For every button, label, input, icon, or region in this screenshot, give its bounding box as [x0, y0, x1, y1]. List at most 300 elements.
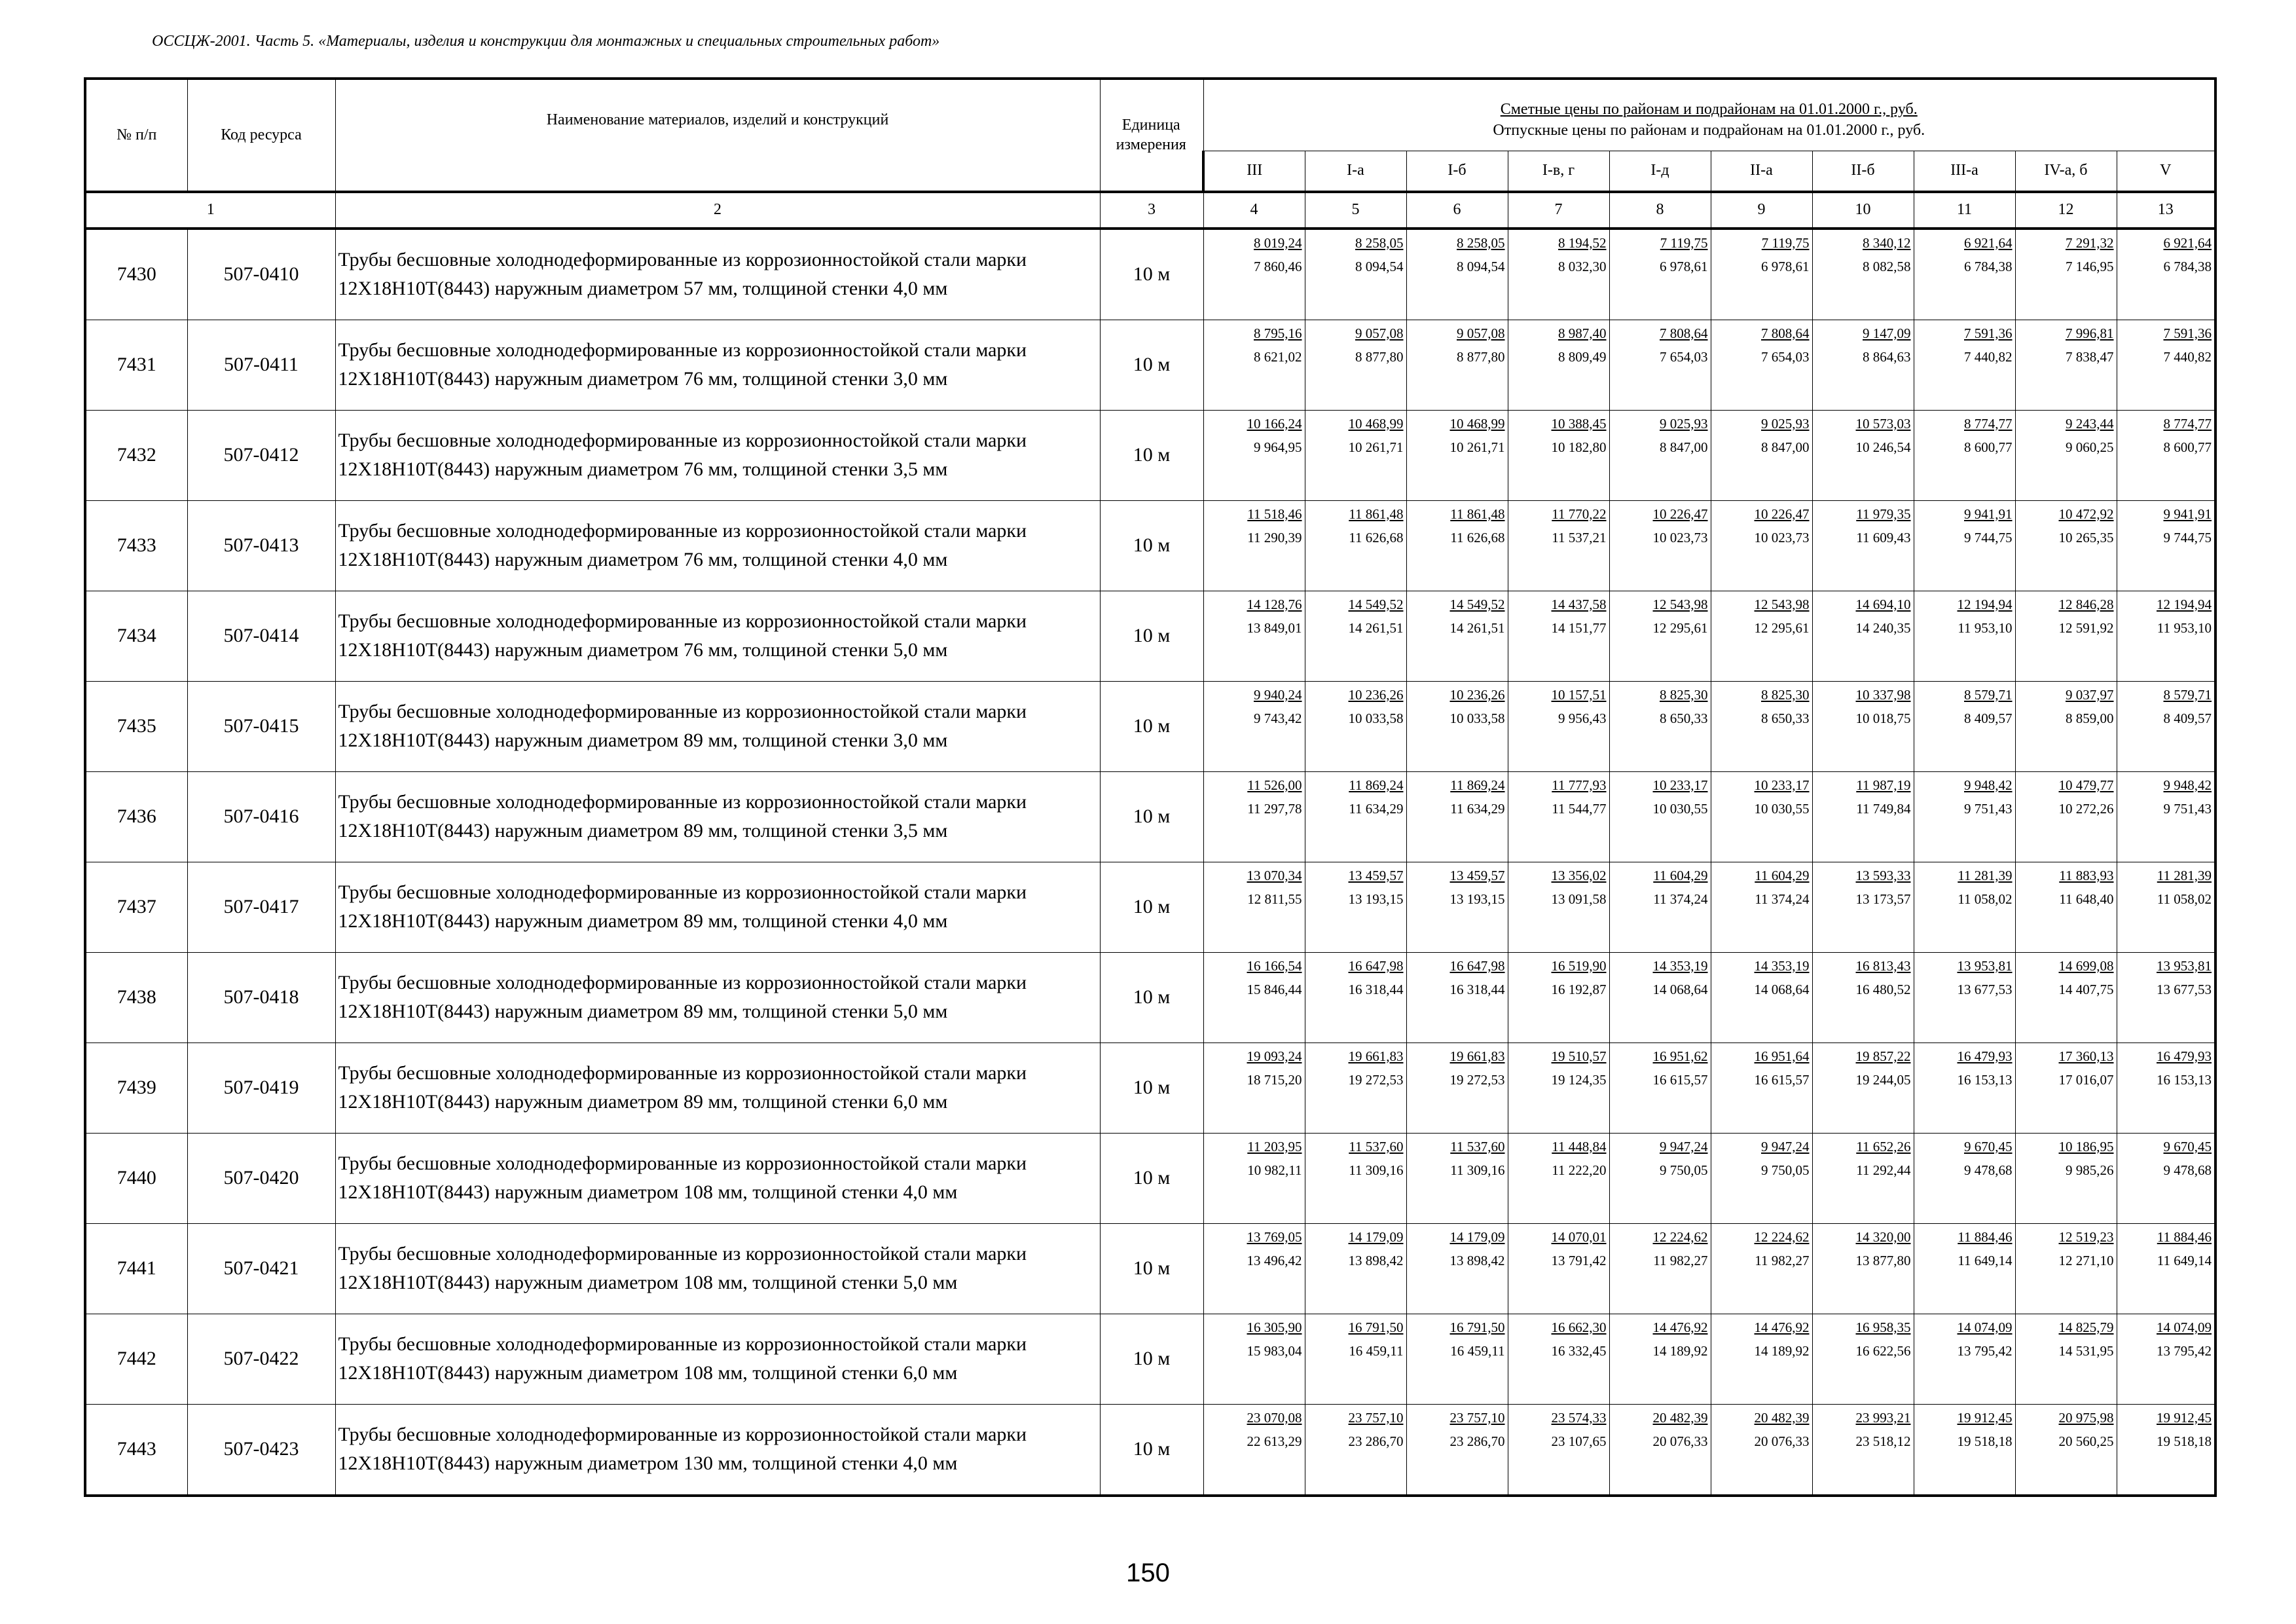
release-price: 8 809,49 [1558, 348, 1607, 365]
price-cell [1406, 320, 1508, 410]
release-price: 10 265,35 [2058, 529, 2114, 545]
region-header: III [1203, 151, 1305, 192]
price-cell [1609, 862, 1711, 952]
estimate-price: 10 573,03 [1855, 415, 1911, 432]
price-cell [1609, 1404, 1711, 1496]
release-price: 16 332,45 [1551, 1342, 1607, 1359]
price-cell [2015, 500, 2117, 591]
release-price: 23 518,12 [1855, 1433, 1911, 1449]
price-cell [1609, 410, 1711, 500]
region-header: IV-а, б [2015, 151, 2117, 192]
estimate-price: 12 224,62 [1652, 1228, 1708, 1245]
estimate-price: 13 593,33 [1855, 867, 1911, 883]
resource-code: 507-0415 [187, 681, 335, 771]
price-cell [1508, 320, 1609, 410]
price-cell [1406, 1314, 1508, 1404]
header-unit: Единица измерения [1100, 79, 1203, 192]
unit-of-measure: 10 м [1100, 229, 1203, 320]
column-number: 8 [1609, 192, 1711, 229]
price-cell [1914, 1314, 2015, 1404]
row-number: 7437 [85, 862, 187, 952]
estimate-price: 19 510,57 [1551, 1048, 1607, 1064]
release-price: 16 459,11 [1349, 1342, 1404, 1359]
price-cell [2015, 410, 2117, 500]
price-cell [1406, 862, 1508, 952]
estimate-price: 16 479,93 [2157, 1048, 2212, 1064]
row-number: 7442 [85, 1314, 187, 1404]
estimate-price: 7 996,81 [2066, 325, 2114, 341]
release-price: 13 677,53 [1957, 981, 2013, 997]
estimate-price: 10 468,99 [1348, 415, 1404, 432]
resource-code: 507-0412 [187, 410, 335, 500]
price-cell [1508, 591, 1609, 681]
release-price: 19 518,18 [1957, 1433, 2013, 1449]
estimate-price: 9 947,24 [1660, 1138, 1708, 1154]
estimate-price: 13 459,57 [1348, 867, 1404, 883]
table-row [85, 771, 2215, 862]
release-price: 7 440,82 [1964, 348, 2013, 365]
estimate-price: 9 037,97 [2066, 686, 2114, 703]
price-cell [1812, 771, 1914, 862]
price-cell [1406, 1133, 1508, 1223]
price-cell [1609, 1223, 1711, 1314]
release-price: 11 374,24 [1755, 891, 1810, 907]
release-price: 11 544,77 [1552, 800, 1607, 817]
release-price: 12 271,10 [2058, 1252, 2114, 1268]
price-cell [1305, 500, 1406, 591]
release-price: 11 222,20 [1552, 1162, 1607, 1178]
estimate-price: 11 526,00 [1247, 777, 1302, 793]
estimate-price: 13 459,57 [1449, 867, 1505, 883]
release-price: 13 677,53 [2157, 981, 2212, 997]
estimate-price: 8 258,05 [1457, 234, 1505, 251]
resource-code: 507-0420 [187, 1133, 335, 1223]
table-row [85, 229, 2215, 320]
price-cell [2117, 681, 2215, 771]
estimate-price: 7 808,64 [1761, 325, 1810, 341]
column-number: 5 [1305, 192, 1406, 229]
unit-of-measure: 10 м [1100, 1314, 1203, 1404]
release-price: 20 076,33 [1652, 1433, 1708, 1449]
release-price: 6 978,61 [1660, 258, 1708, 274]
material-name: Трубы бесшовные холоднодеформированные из коррозионностойкой стали марки 12Х18Н10Т(8443) наружным диаметром 89 мм, толщиной стенки 4,0 мм [335, 862, 1100, 952]
resource-code: 507-0414 [187, 591, 335, 681]
release-price: 20 560,25 [2058, 1433, 2114, 1449]
price-cell [1812, 1043, 1914, 1133]
release-price: 11 634,29 [1450, 800, 1505, 817]
release-price: 10 018,75 [1855, 710, 1911, 726]
price-table [84, 77, 2217, 1497]
release-price: 9 743,42 [1254, 710, 1302, 726]
release-price: 19 518,18 [2157, 1433, 2212, 1449]
release-price: 22 613,29 [1247, 1433, 1302, 1449]
release-price: 13 849,01 [1247, 619, 1302, 636]
release-price: 8 621,02 [1254, 348, 1302, 365]
price-cell [1203, 1223, 1305, 1314]
estimate-price: 16 951,62 [1652, 1048, 1708, 1064]
region-header: I-в, г [1508, 151, 1609, 192]
price-cell [1711, 591, 1812, 681]
estimate-price: 9 670,45 [1964, 1138, 2013, 1154]
release-price: 9 478,68 [2163, 1162, 2212, 1178]
estimate-price: 20 482,39 [1652, 1409, 1708, 1426]
estimate-price: 8 579,71 [1964, 686, 2013, 703]
release-price: 8 409,57 [1964, 710, 2013, 726]
estimate-price: 10 233,17 [1754, 777, 1810, 793]
unit-of-measure: 10 м [1100, 1223, 1203, 1314]
price-cell [1406, 1223, 1508, 1314]
release-price: 13 193,15 [1449, 891, 1505, 907]
table-row [85, 500, 2215, 591]
release-price: 14 261,51 [1449, 619, 1505, 636]
price-cell [1914, 229, 2015, 320]
price-cell [1609, 1043, 1711, 1133]
estimate-price: 9 025,93 [1761, 415, 1810, 432]
column-number: 7 [1508, 192, 1609, 229]
estimate-price: 12 543,98 [1652, 596, 1708, 612]
release-price: 11 626,68 [1349, 529, 1404, 545]
material-name: Трубы бесшовные холоднодеформированные из коррозионностойкой стали марки 12Х18Н10Т(8443) наружным диаметром 130 мм, толщиной стенки 4,0 мм [335, 1404, 1100, 1496]
price-cell [2117, 229, 2215, 320]
release-price: 12 295,61 [1754, 619, 1810, 636]
price-cell [1406, 591, 1508, 681]
release-price: 7 440,82 [2163, 348, 2212, 365]
release-price: 14 189,92 [1754, 1342, 1810, 1359]
table-row [85, 1133, 2215, 1223]
estimate-price: 23 574,33 [1551, 1409, 1607, 1426]
price-cell [1711, 1043, 1812, 1133]
estimate-price: 16 791,50 [1348, 1319, 1404, 1335]
release-price: 16 318,44 [1449, 981, 1505, 997]
estimate-price: 16 647,98 [1348, 957, 1404, 974]
price-cell [1406, 681, 1508, 771]
estimate-price: 11 987,19 [1856, 777, 1911, 793]
price-cell [1711, 410, 1812, 500]
release-price: 8 094,54 [1457, 258, 1505, 274]
release-price: 10 033,58 [1449, 710, 1505, 726]
header-name: Наименование материалов, изделий и конструкций [335, 79, 1100, 192]
release-price: 9 985,26 [2066, 1162, 2114, 1178]
row-number: 7432 [85, 410, 187, 500]
release-price: 13 173,57 [1855, 891, 1911, 907]
price-cell [1305, 681, 1406, 771]
estimate-price: 16 479,93 [1957, 1048, 2013, 1064]
estimate-price: 8 987,40 [1558, 325, 1607, 341]
header-release-prices: Отпускные цены по районам и подрайонам на 01.01.2000 г., руб. [1493, 121, 1925, 139]
estimate-price: 14 320,00 [1855, 1228, 1911, 1245]
resource-code: 507-0421 [187, 1223, 335, 1314]
release-price: 15 846,44 [1247, 981, 1302, 997]
price-cell [1203, 320, 1305, 410]
estimate-price: 9 057,08 [1355, 325, 1404, 341]
price-cell [1812, 862, 1914, 952]
page-number: 150 [1126, 1559, 1170, 1587]
price-cell [1914, 1133, 2015, 1223]
region-header: III-а [1914, 151, 2015, 192]
estimate-price: 20 975,98 [2058, 1409, 2114, 1426]
price-cell [1305, 410, 1406, 500]
price-cell [1914, 1043, 2015, 1133]
header-num: № п/п [85, 79, 187, 192]
table-row [85, 1314, 2215, 1404]
estimate-price: 20 482,39 [1754, 1409, 1810, 1426]
material-name: Трубы бесшовные холоднодеформированные из коррозионностойкой стали марки 12Х18Н10Т(8443) наружным диаметром 108 мм, толщиной стенки 4,0 мм [335, 1133, 1100, 1223]
column-number: 9 [1711, 192, 1812, 229]
price-cell [2117, 1133, 2215, 1223]
price-cell [1203, 681, 1305, 771]
estimate-price: 19 661,83 [1348, 1048, 1404, 1064]
price-cell [1711, 681, 1812, 771]
price-cell [1406, 952, 1508, 1043]
region-header: V [2117, 151, 2215, 192]
release-price: 23 286,70 [1348, 1433, 1404, 1449]
resource-code: 507-0411 [187, 320, 335, 410]
estimate-price: 23 757,10 [1449, 1409, 1505, 1426]
release-price: 16 615,57 [1652, 1071, 1708, 1088]
price-cell [1609, 229, 1711, 320]
resource-code: 507-0416 [187, 771, 335, 862]
release-price: 9 750,05 [1761, 1162, 1810, 1178]
estimate-price: 9 940,24 [1254, 686, 1302, 703]
price-cell [1203, 410, 1305, 500]
column-number: 13 [2117, 192, 2215, 229]
release-price: 7 860,46 [1254, 258, 1302, 274]
estimate-price: 11 604,29 [1653, 867, 1708, 883]
estimate-price: 16 662,30 [1551, 1319, 1607, 1335]
release-price: 16 615,57 [1754, 1071, 1810, 1088]
price-cell [1711, 952, 1812, 1043]
price-cell [1305, 1314, 1406, 1404]
price-cell [1812, 1314, 1914, 1404]
estimate-price: 8 579,71 [2163, 686, 2212, 703]
estimate-price: 14 549,52 [1348, 596, 1404, 612]
price-cell [1609, 1133, 1711, 1223]
release-price: 16 192,87 [1551, 981, 1607, 997]
row-number: 7434 [85, 591, 187, 681]
estimate-price: 14 476,92 [1652, 1319, 1708, 1335]
column-number: 12 [2015, 192, 2117, 229]
release-price: 9 060,25 [2066, 439, 2114, 455]
estimate-price: 7 591,36 [1964, 325, 2013, 341]
price-cell [1305, 1223, 1406, 1314]
price-cell [1914, 1404, 2015, 1496]
estimate-price: 13 070,34 [1247, 867, 1302, 883]
release-price: 13 898,42 [1348, 1252, 1404, 1268]
region-header: I-д [1609, 151, 1711, 192]
price-cell [1914, 952, 2015, 1043]
estimate-price: 14 353,19 [1652, 957, 1708, 974]
estimate-price: 11 537,60 [1450, 1138, 1505, 1154]
estimate-price: 8 258,05 [1355, 234, 1404, 251]
estimate-price: 23 993,21 [1855, 1409, 1911, 1426]
unit-of-measure: 10 м [1100, 681, 1203, 771]
column-number: 6 [1406, 192, 1508, 229]
release-price: 8 847,00 [1660, 439, 1708, 455]
release-price: 9 750,05 [1660, 1162, 1708, 1178]
release-price: 8 082,58 [1863, 258, 1911, 274]
estimate-price: 6 921,64 [1964, 234, 2013, 251]
estimate-price: 10 157,51 [1551, 686, 1607, 703]
estimate-price: 9 243,44 [2066, 415, 2114, 432]
price-cell [1609, 320, 1711, 410]
estimate-price: 8 825,30 [1761, 686, 1810, 703]
estimate-price: 8 825,30 [1660, 686, 1708, 703]
row-number: 7438 [85, 952, 187, 1043]
estimate-price: 11 537,60 [1349, 1138, 1404, 1154]
estimate-price: 8 019,24 [1254, 234, 1302, 251]
release-price: 19 244,05 [1855, 1071, 1911, 1088]
estimate-price: 12 543,98 [1754, 596, 1810, 612]
estimate-price: 10 186,95 [2058, 1138, 2114, 1154]
estimate-price: 11 203,95 [1247, 1138, 1302, 1154]
estimate-price: 11 652,26 [1856, 1138, 1911, 1154]
row-number: 7439 [85, 1043, 187, 1133]
estimate-price: 16 305,90 [1247, 1319, 1302, 1335]
release-price: 11 982,27 [1653, 1252, 1708, 1268]
release-price: 13 791,42 [1551, 1252, 1607, 1268]
estimate-price: 14 476,92 [1754, 1319, 1810, 1335]
estimate-price: 13 953,81 [2157, 957, 2212, 974]
price-cell [2015, 229, 2117, 320]
estimate-price: 14 825,79 [2058, 1319, 2114, 1335]
resource-code: 507-0417 [187, 862, 335, 952]
price-cell [1609, 681, 1711, 771]
price-cell [1812, 320, 1914, 410]
price-cell [1508, 952, 1609, 1043]
release-price: 11 609,43 [1856, 529, 1911, 545]
estimate-price: 10 337,98 [1855, 686, 1911, 703]
estimate-price: 11 861,48 [1450, 506, 1505, 522]
price-cell [2015, 681, 2117, 771]
price-cell [1406, 771, 1508, 862]
price-cell [1406, 1043, 1508, 1133]
estimate-price: 17 360,13 [2058, 1048, 2114, 1064]
estimate-price: 11 770,22 [1552, 506, 1607, 522]
price-cell [1914, 500, 2015, 591]
resource-code: 507-0413 [187, 500, 335, 591]
price-cell [1305, 771, 1406, 862]
estimate-price: 14 074,09 [2157, 1319, 2212, 1335]
release-price: 8 859,00 [2066, 710, 2114, 726]
estimate-price: 11 884,46 [2157, 1228, 2212, 1245]
release-price: 8 650,33 [1761, 710, 1810, 726]
release-price: 15 983,04 [1247, 1342, 1302, 1359]
price-cell [1305, 320, 1406, 410]
estimate-price: 7 291,32 [2066, 234, 2114, 251]
release-price: 8 877,80 [1457, 348, 1505, 365]
price-cell [1508, 1133, 1609, 1223]
region-header: II-б [1812, 151, 1914, 192]
estimate-price: 14 549,52 [1449, 596, 1505, 612]
material-name: Трубы бесшовные холоднодеформированные из коррозионностойкой стали марки 12Х18Н10Т(8443) наружным диаметром 89 мм, толщиной стенки 6,0 мм [335, 1043, 1100, 1133]
estimate-price: 12 224,62 [1754, 1228, 1810, 1245]
estimate-price: 13 769,05 [1247, 1228, 1302, 1245]
row-number: 7441 [85, 1223, 187, 1314]
release-price: 8 864,63 [1863, 348, 1911, 365]
release-price: 16 459,11 [1450, 1342, 1505, 1359]
estimate-price: 6 921,64 [2163, 234, 2212, 251]
table-row [85, 591, 2215, 681]
estimate-price: 7 119,75 [1660, 234, 1708, 251]
estimate-price: 19 857,22 [1855, 1048, 1911, 1064]
release-price: 11 290,39 [1247, 529, 1302, 545]
price-cell [1812, 1404, 1914, 1496]
price-cell [1609, 1314, 1711, 1404]
price-cell [1406, 410, 1508, 500]
price-cell [1812, 500, 1914, 591]
price-cell [2117, 500, 2215, 591]
release-price: 20 076,33 [1754, 1433, 1810, 1449]
release-price: 11 058,02 [2157, 891, 2212, 907]
material-name: Трубы бесшовные холоднодеформированные из коррозионностойкой стали марки 12Х18Н10Т(8443) наружным диаметром 108 мм, толщиной стенки 6,0 мм [335, 1314, 1100, 1404]
estimate-price: 16 791,50 [1449, 1319, 1505, 1335]
release-price: 9 956,43 [1558, 710, 1607, 726]
estimate-price: 11 869,24 [1450, 777, 1505, 793]
estimate-price: 8 194,52 [1558, 234, 1607, 251]
price-cell [1711, 320, 1812, 410]
unit-of-measure: 10 м [1100, 410, 1203, 500]
estimate-price: 11 777,93 [1552, 777, 1607, 793]
price-cell [1914, 591, 2015, 681]
price-cell [1711, 1133, 1812, 1223]
estimate-price: 13 356,02 [1551, 867, 1607, 883]
release-price: 10 246,54 [1855, 439, 1911, 455]
estimate-price: 14 179,09 [1449, 1228, 1505, 1245]
release-price: 8 409,57 [2163, 710, 2212, 726]
estimate-price: 10 226,47 [1652, 506, 1708, 522]
price-cell [1203, 500, 1305, 591]
price-cell [2015, 591, 2117, 681]
release-price: 10 033,58 [1348, 710, 1404, 726]
release-price: 11 309,16 [1450, 1162, 1505, 1178]
unit-of-measure: 10 м [1100, 952, 1203, 1043]
table-row [85, 1404, 2215, 1496]
material-name: Трубы бесшовные холоднодеформированные из коррозионностойкой стали марки 12Х18Н10Т(8443) наружным диаметром 76 мм, толщиной стенки 3,5 мм [335, 410, 1100, 500]
price-cell [1609, 500, 1711, 591]
price-cell [1305, 1043, 1406, 1133]
column-number-row [85, 192, 2215, 229]
price-cell [1914, 320, 2015, 410]
table-row [85, 1223, 2215, 1314]
column-number: 11 [1914, 192, 2015, 229]
header-estimate-prices: Сметные цены по районам и подрайонам на 01.01.2000 г., руб. [1500, 100, 1918, 118]
estimate-price: 19 912,45 [1957, 1409, 2013, 1426]
estimate-price: 8 795,16 [1254, 325, 1302, 341]
release-price: 6 978,61 [1761, 258, 1810, 274]
release-price: 11 297,78 [1247, 800, 1302, 817]
price-cell [1812, 1133, 1914, 1223]
table-row [85, 410, 2215, 500]
unit-of-measure: 10 м [1100, 1404, 1203, 1496]
column-number: 2 [335, 192, 1100, 229]
unit-of-measure: 10 м [1100, 862, 1203, 952]
release-price: 10 261,71 [1348, 439, 1404, 455]
release-price: 7 838,47 [2066, 348, 2114, 365]
price-cell [1914, 681, 2015, 771]
release-price: 13 795,42 [2157, 1342, 2212, 1359]
price-cell [1914, 771, 2015, 862]
price-cell [1203, 1314, 1305, 1404]
release-price: 9 744,75 [1964, 529, 2013, 545]
price-cell [1609, 591, 1711, 681]
row-number: 7436 [85, 771, 187, 862]
estimate-price: 9 057,08 [1457, 325, 1505, 341]
estimate-price: 23 757,10 [1348, 1409, 1404, 1426]
price-cell [1711, 1223, 1812, 1314]
estimate-price: 12 194,94 [1957, 596, 2013, 612]
release-price: 13 496,42 [1247, 1252, 1302, 1268]
release-price: 9 744,75 [2163, 529, 2212, 545]
